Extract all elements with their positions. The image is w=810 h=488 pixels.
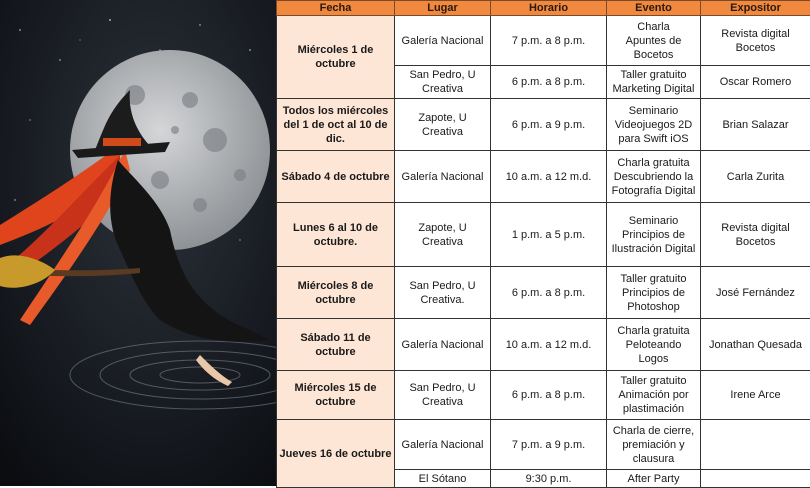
table-row — [277, 319, 810, 371]
event-cell: Taller gratuito Animación por plastimación — [607, 371, 701, 420]
event-cell: Charla de cierre, premiación y clausura — [607, 420, 701, 470]
place-cell: El Sótano — [395, 470, 491, 488]
time-cell: 6 p.m. a 8 p.m. — [491, 371, 607, 420]
event-cell: Charla gratuita Peloteando Logos — [607, 319, 701, 371]
speaker-cell: Revista digital Bocetos — [701, 16, 810, 66]
date-cell: Lunes 6 al 10 de octubre. — [277, 203, 395, 267]
header-expositor: Expositor — [701, 1, 810, 16]
place-cell: Galería Nacional — [395, 319, 491, 371]
place-cell: Zapote, U Creativa — [395, 99, 491, 151]
date-cell: Miércoles 1 de octubre — [277, 16, 395, 99]
speaker-cell: Jonathan Quesada — [701, 319, 810, 371]
event-cell: Seminario Videojuegos 2D para Swift iOS — [607, 99, 701, 151]
date-cell: Miércoles 8 de octubre — [277, 267, 395, 319]
time-cell: 6 p.m. a 8 p.m. — [491, 267, 607, 319]
time-cell: 1 p.m. a 5 p.m. — [491, 203, 607, 267]
date-cell: Sábado 4 de octubre — [277, 151, 395, 203]
speaker-cell: Irene Arce — [701, 371, 810, 420]
date-cell: Sábado 11 de octubre — [277, 319, 395, 371]
table-row — [277, 420, 810, 470]
header-fecha: Fecha — [277, 1, 395, 16]
place-cell: Galería Nacional — [395, 420, 491, 470]
event-cell: Charla gratuita Descubriendo la Fotografía Digital — [607, 151, 701, 203]
place-cell: San Pedro, U Creativa — [395, 371, 491, 420]
table-row — [277, 151, 810, 203]
speaker-cell: Oscar Romero — [701, 66, 810, 99]
time-cell: 9:30 p.m. — [491, 470, 607, 488]
place-cell: San Pedro, U Creativa. — [395, 267, 491, 319]
speaker-cell: José Fernández — [701, 267, 810, 319]
date-cell: Todos los miércoles del 1 de oct al 10 de dic. — [277, 99, 395, 151]
header-row — [277, 1, 810, 16]
event-cell: After Party — [607, 470, 701, 488]
time-cell: 6 p.m. a 9 p.m. — [491, 99, 607, 151]
place-cell: Zapote, U Creativa — [395, 203, 491, 267]
witch-moon-illustration — [0, 0, 276, 486]
table-row — [277, 267, 810, 319]
place-cell: San Pedro, U Creativa — [395, 66, 491, 99]
event-cell: Charla Apuntes de Bocetos — [607, 16, 701, 66]
place-cell: Galería Nacional — [395, 151, 491, 203]
illustration-svg — [0, 0, 276, 486]
table-row — [277, 99, 810, 151]
table-row — [277, 203, 810, 267]
header-horario: Horario — [491, 1, 607, 16]
date-cell: Jueves 16 de octubre — [277, 420, 395, 488]
time-cell: 10 a.m. a 12 m.d. — [491, 319, 607, 371]
events-table — [276, 0, 810, 488]
time-cell: 7 p.m. a 9 p.m. — [491, 420, 607, 470]
event-cell: Taller gratuito Marketing Digital — [607, 66, 701, 99]
time-cell: 10 a.m. a 12 m.d. — [491, 151, 607, 203]
date-cell: Miércoles 15 de octubre — [277, 371, 395, 420]
speaker-cell: Revista digital Bocetos — [701, 203, 810, 267]
place-cell: Galería Nacional — [395, 16, 491, 66]
speaker-cell: Carla Zurita — [701, 151, 810, 203]
speaker-cell — [701, 420, 810, 470]
speaker-cell — [701, 470, 810, 488]
table-row — [277, 371, 810, 420]
time-cell: 6 p.m. a 8 p.m. — [491, 66, 607, 99]
event-cell: Seminario Principios de Ilustración Digital — [607, 203, 701, 267]
speaker-cell: Brian Salazar — [701, 99, 810, 151]
event-cell: Taller gratuito Principios de Photoshop — [607, 267, 701, 319]
time-cell: 7 p.m. a 8 p.m. — [491, 16, 607, 66]
header-lugar: Lugar — [395, 1, 491, 16]
header-evento: Evento — [607, 1, 701, 16]
table-row — [277, 16, 810, 66]
